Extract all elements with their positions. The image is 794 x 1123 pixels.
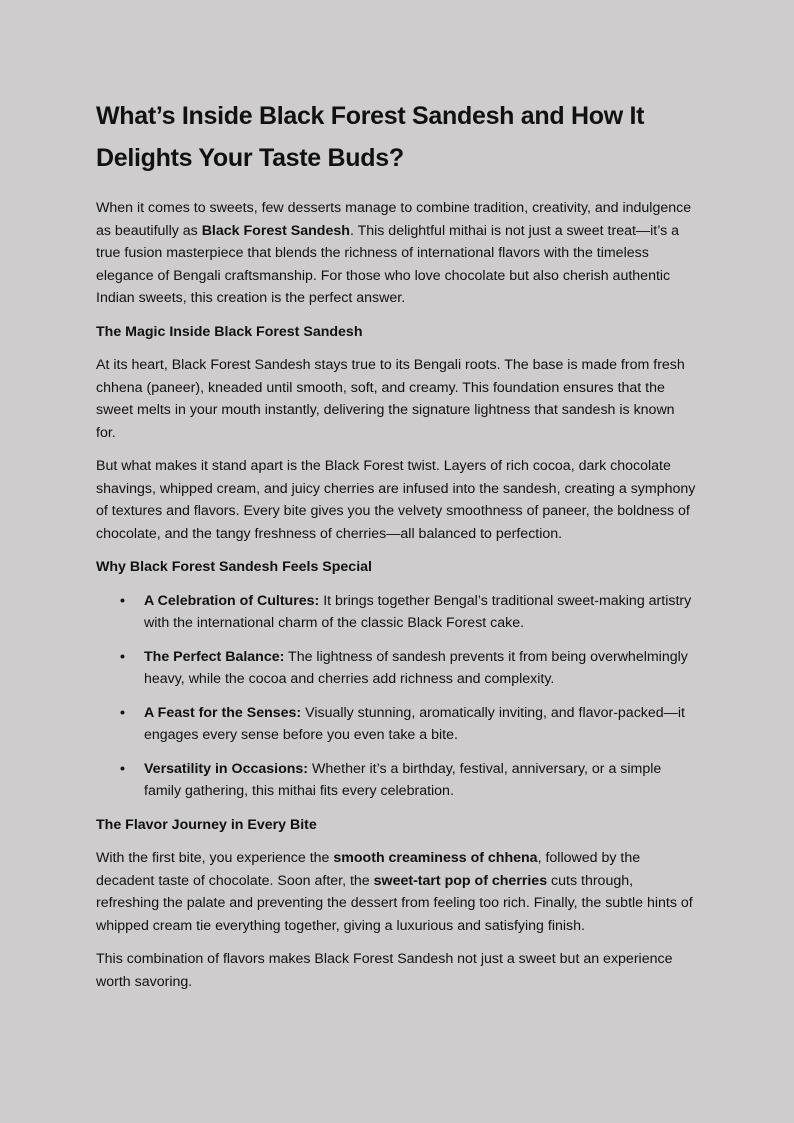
list-item-text: It brings together Bengal’s traditional sweet-making artistry with the international charm of the classic Black Forest cake. (144, 592, 692, 631)
list-item-label: The Perfect Balance: (144, 648, 285, 665)
flavor-text-1: With the first bite, you experience the (96, 850, 334, 866)
flavor-text-2: , followed by the decadent taste of chocolate. Soon after, the (96, 850, 641, 889)
section-heading-flavor-journey: The Flavor Journey in Every Bite (96, 816, 317, 833)
list-item-text: The lightness of sandesh prevents it from being overwhelmingly heavy, while the cocoa and cherries add richness and complexity. (144, 648, 688, 687)
bullet-icon: • (120, 760, 125, 777)
magic-paragraph-1: At its heart, Black Forest Sandesh stays true to its Bengali roots. The base is made from fresh chhena (paneer), kneaded until smooth, soft, and creamy. This foundation ensures that the sweet melts in your mouth instantly, delivering the signature lightness that sandesh is known for. (96, 357, 685, 441)
list-item-text: Visually stunning, aromatically inviting, and flavor-packed—it engages every sense before you even take a bite. (144, 704, 685, 743)
flavor-bold-chhena: smooth creaminess of chhena (333, 850, 538, 866)
list-item-label: A Feast for the Senses: (144, 704, 302, 721)
list-item-label: A Celebration of Cultures: (144, 592, 320, 609)
flavor-paragraph-1 (96, 847, 698, 937)
section-heading-magic: The Magic Inside Black Forest Sandesh (96, 323, 363, 340)
flavor-paragraph-2: This combination of flavors makes Black Forest Sandesh not just a sweet but an experience worth savoring. (96, 951, 673, 990)
intro-text-before: When it comes to sweets, few desserts manage to combine tradition, creativity, and indulgence as beautifully as (96, 200, 692, 239)
intro-text-after: . This delightful mithai is not just a sweet treat—it’s a true fusion masterpiece that blends the richness of international flavors with the timeless elegance of Bengali craftsmanship. For those who love chocolate but also cherish authentic Indian sweets, this creation is the perfect answer. (96, 222, 680, 306)
page-title: What’s Inside Black Forest Sandesh and How It Delights Your Taste Buds? (96, 102, 645, 172)
list-item-text: Whether it’s a birthday, festival, anniversary, or a simple family gathering, this mithai fits every celebration. (144, 760, 662, 799)
bullet-icon: • (120, 648, 125, 665)
intro-paragraph (96, 197, 698, 310)
list-item (120, 702, 698, 747)
list-item-label: Versatility in Occasions: (144, 760, 309, 777)
section-heading-special: Why Black Forest Sandesh Feels Special (96, 559, 372, 575)
list-item (120, 646, 698, 691)
flavor-bold-cherries: sweet-tart pop of cherries (373, 872, 548, 889)
special-features-list (96, 590, 698, 803)
list-item (120, 590, 698, 635)
flavor-text-3: cuts through, refreshing the palate and preventing the dessert from feeling too rich. Finally, the subtle hints of whipped cream tie everything together, giving a luxurious and satisfying finish. (96, 872, 693, 934)
list-item (120, 758, 698, 803)
intro-bold-product: Black Forest Sandesh (201, 222, 350, 239)
bullet-icon: • (120, 592, 125, 609)
magic-paragraph-2: But what makes it stand apart is the Black Forest twist. Layers of rich cocoa, dark chocolate shavings, whipped cream, and juicy cherries are infused into the sandesh, creating a symphony of textures and flavors. Every bite gives you the velvety smoothness of paneer, the boldness of chocolate, and the tangy freshness of cherries—all balanced to perfection. (96, 458, 696, 542)
bullet-icon: • (120, 704, 125, 721)
